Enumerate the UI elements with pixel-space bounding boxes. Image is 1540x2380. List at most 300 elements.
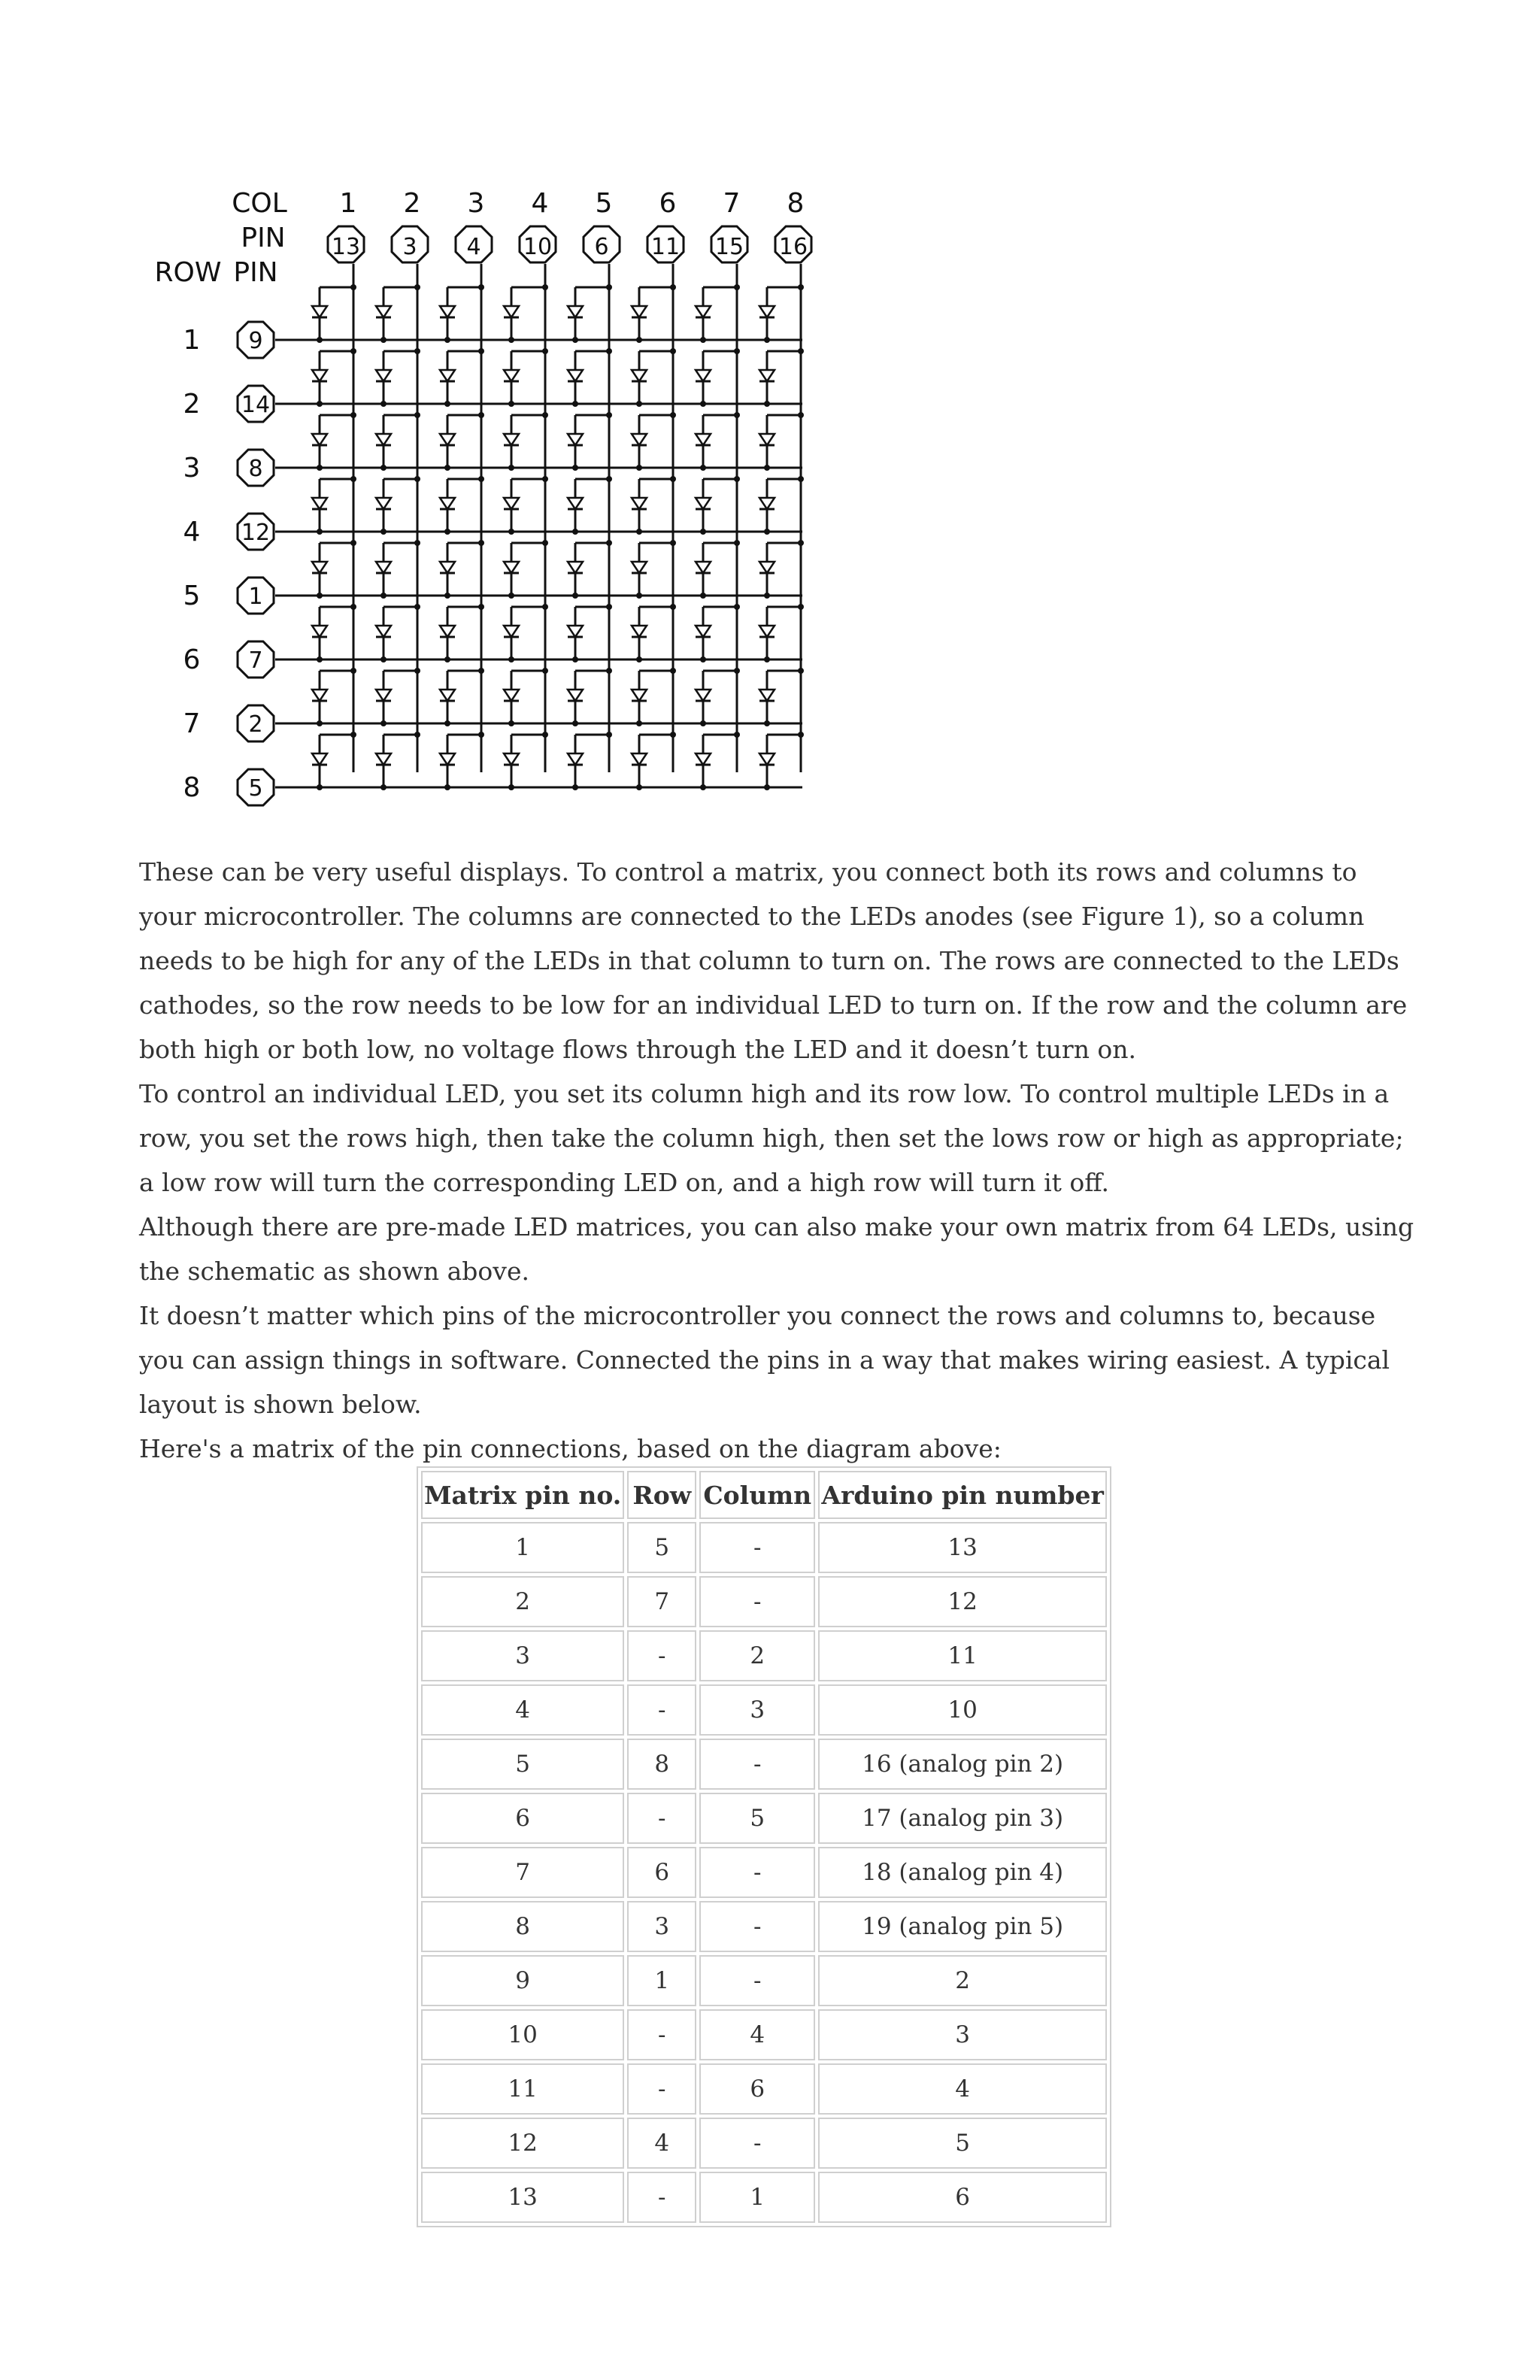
cell-column: 1 (699, 2172, 815, 2223)
cell-column: 3 (699, 1684, 815, 1736)
junction-dot (606, 668, 612, 674)
junction-dot (606, 284, 612, 290)
cell-row: 3 (627, 1901, 696, 1952)
junction-dot (606, 412, 612, 418)
col-pin-label: 3 (402, 234, 417, 260)
junction-dot (670, 348, 676, 354)
junction-dot (542, 732, 548, 738)
junction-dot (508, 656, 514, 662)
junction-dot (734, 476, 740, 482)
diode-triangle (376, 434, 391, 445)
junction-dot (734, 348, 740, 354)
diode-triangle (696, 306, 711, 317)
junction-dot (380, 656, 387, 662)
junction-dot (350, 540, 356, 546)
cell-row: 4 (627, 2118, 696, 2169)
row-number-label: 5 (183, 581, 201, 611)
diode-triangle (376, 690, 391, 701)
junction-dot (798, 412, 804, 418)
diode-triangle (759, 498, 775, 509)
cell-column: - (699, 1847, 815, 1898)
diode-triangle (568, 690, 583, 701)
junction-dot (317, 465, 323, 471)
cell-arduino-pin: 12 (818, 1576, 1107, 1627)
row-pin-label: 7 (248, 647, 263, 674)
col-pin-label: 4 (466, 234, 481, 260)
diode-triangle (312, 434, 327, 445)
diode-triangle (632, 498, 647, 509)
header-arduino-pin: Arduino pin number (818, 1471, 1107, 1519)
junction-dot (606, 348, 612, 354)
junction-dot (636, 720, 642, 726)
junction-dot (606, 540, 612, 546)
paragraph: Although there are pre-made LED matrices, you can also make your own matrix from 64 LEDs, using the schematic as shown above. (139, 1212, 1414, 1286)
table-row (421, 2118, 1107, 2169)
row-pin-label: 9 (248, 328, 263, 354)
diode-triangle (376, 562, 391, 573)
junction-dot (414, 604, 420, 610)
diode-triangle (632, 753, 647, 765)
junction-dot (414, 476, 420, 482)
cell-arduino-pin: 5 (818, 2118, 1107, 2169)
table-row (421, 1901, 1107, 1952)
cell-matrix-pin: 9 (421, 1955, 624, 2006)
cell-row: - (627, 2063, 696, 2115)
junction-dot (572, 593, 578, 599)
diode-triangle (440, 370, 455, 381)
diode-triangle (759, 434, 775, 445)
cell-arduino-pin: 18 (analog pin 4) (818, 1847, 1107, 1898)
cell-row: - (627, 1630, 696, 1681)
header-column: Column (699, 1471, 815, 1519)
junction-dot (572, 656, 578, 662)
cell-matrix-pin: 6 (421, 1793, 624, 1844)
junction-dot (572, 529, 578, 535)
col-number-label: 3 (467, 188, 485, 219)
junction-dot (764, 529, 770, 535)
cell-arduino-pin: 17 (analog pin 3) (818, 1793, 1107, 1844)
row-number-label: 8 (183, 772, 201, 803)
col-number-label: 5 (595, 188, 613, 219)
junction-dot (478, 284, 484, 290)
diode-triangle (504, 753, 519, 765)
junction-dot (350, 668, 356, 674)
diode-triangle (759, 370, 775, 381)
diode-triangle (568, 370, 583, 381)
junction-dot (700, 784, 706, 790)
junction-dot (700, 337, 706, 343)
diode-triangle (440, 498, 455, 509)
cell-column: 2 (699, 1630, 815, 1681)
cell-matrix-pin: 1 (421, 1522, 624, 1573)
cell-row: - (627, 1684, 696, 1736)
row-number-label: 4 (183, 517, 201, 547)
diode-triangle (440, 626, 455, 637)
junction-dot (734, 668, 740, 674)
table-row (421, 1576, 1107, 1627)
row-number-label: 2 (183, 389, 201, 420)
row-pin-label: PIN (233, 257, 278, 288)
junction-dot (764, 465, 770, 471)
junction-dot (542, 348, 548, 354)
junction-dot (508, 593, 514, 599)
junction-dot (478, 540, 484, 546)
junction-dot (350, 412, 356, 418)
junction-dot (317, 784, 323, 790)
cell-arduino-pin: 6 (818, 2172, 1107, 2223)
cell-column: 5 (699, 1793, 815, 1844)
junction-dot (350, 284, 356, 290)
cell-column: - (699, 1576, 815, 1627)
diode-triangle (696, 753, 711, 765)
diode-triangle (312, 306, 327, 317)
cell-arduino-pin: 10 (818, 1684, 1107, 1736)
row-number-label: 6 (183, 644, 201, 675)
junction-dot (380, 337, 387, 343)
table-row (421, 1793, 1107, 1844)
junction-dot (636, 784, 642, 790)
table-row (421, 2063, 1107, 2115)
cell-arduino-pin: 3 (818, 2009, 1107, 2060)
junction-dot (670, 732, 676, 738)
cell-arduino-pin: 13 (818, 1522, 1107, 1573)
header-matrix-pin: Matrix pin no. (421, 1471, 624, 1519)
table-row (421, 1630, 1107, 1681)
junction-dot (317, 401, 323, 407)
junction-dot (670, 412, 676, 418)
junction-dot (478, 604, 484, 610)
junction-dot (317, 656, 323, 662)
row-pin-label: 1 (248, 584, 263, 610)
cell-matrix-pin: 11 (421, 2063, 624, 2115)
diode-triangle (759, 690, 775, 701)
junction-dot (414, 348, 420, 354)
cell-arduino-pin: 11 (818, 1630, 1107, 1681)
cell-column: - (699, 1955, 815, 2006)
cell-matrix-pin: 5 (421, 1739, 624, 1790)
junction-dot (414, 732, 420, 738)
junction-dot (606, 732, 612, 738)
junction-dot (798, 540, 804, 546)
junction-dot (478, 412, 484, 418)
diode-triangle (312, 370, 327, 381)
table-row (421, 1522, 1107, 1573)
junction-dot (380, 593, 387, 599)
diode-triangle (440, 753, 455, 765)
diode-triangle (504, 498, 519, 509)
led-matrix-schematic (150, 180, 842, 827)
diode-triangle (312, 626, 327, 637)
junction-dot (508, 529, 514, 535)
table-row (421, 1684, 1107, 1736)
junction-dot (317, 529, 323, 535)
diode-triangle (440, 434, 455, 445)
junction-dot (478, 476, 484, 482)
col-number-label: 7 (723, 188, 741, 219)
cell-arduino-pin: 2 (818, 1955, 1107, 2006)
junction-dot (764, 656, 770, 662)
row-pin-label: 12 (241, 520, 271, 546)
diode-triangle (568, 498, 583, 509)
junction-dot (670, 540, 676, 546)
junction-dot (606, 604, 612, 610)
row-number-label: 1 (183, 325, 201, 356)
row-pin-label: 8 (248, 456, 263, 482)
col-number-label: 4 (531, 188, 549, 219)
cell-matrix-pin: 3 (421, 1630, 624, 1681)
junction-dot (478, 348, 484, 354)
junction-dot (764, 337, 770, 343)
diode-triangle (312, 690, 327, 701)
diode-triangle (376, 626, 391, 637)
table-row (421, 1955, 1107, 2006)
junction-dot (542, 476, 548, 482)
junction-dot (350, 604, 356, 610)
col-pin-label: 10 (523, 234, 553, 260)
paragraph: To control an individual LED, you set its column high and its row low. To control multiple LEDs in a row, you set the rows high, then take the column high, then set the lows row or high as appropriate; a low row will turn the corresponding LED on, and a high row will turn it off. (139, 1079, 1404, 1197)
junction-dot (508, 465, 514, 471)
body-text (139, 850, 1417, 1471)
junction-dot (798, 604, 804, 610)
junction-dot (542, 604, 548, 610)
cell-row: - (627, 2009, 696, 2060)
junction-dot (508, 784, 514, 790)
table-row (421, 2172, 1107, 2223)
table-header-row (421, 1471, 1107, 1519)
row-label: ROW (154, 257, 222, 288)
junction-dot (764, 593, 770, 599)
junction-dot (700, 529, 706, 535)
junction-dot (508, 401, 514, 407)
junction-dot (798, 668, 804, 674)
cell-column: - (699, 2118, 815, 2169)
junction-dot (572, 465, 578, 471)
junction-dot (636, 401, 642, 407)
diode-triangle (759, 753, 775, 765)
junction-dot (606, 476, 612, 482)
junction-dot (444, 401, 450, 407)
junction-dot (734, 732, 740, 738)
paragraph: Here's a matrix of the pin connections, based on the diagram above: (139, 1434, 1002, 1463)
diode-triangle (696, 434, 711, 445)
cell-column: 4 (699, 2009, 815, 2060)
cell-matrix-pin: 4 (421, 1684, 624, 1736)
junction-dot (700, 720, 706, 726)
diode-triangle (504, 434, 519, 445)
junction-dot (734, 284, 740, 290)
junction-dot (700, 465, 706, 471)
junction-dot (414, 540, 420, 546)
diode-triangle (568, 306, 583, 317)
diode-triangle (568, 562, 583, 573)
junction-dot (317, 337, 323, 343)
junction-dot (380, 784, 387, 790)
junction-dot (764, 401, 770, 407)
diode-triangle (504, 562, 519, 573)
junction-dot (670, 668, 676, 674)
cell-column: 6 (699, 2063, 815, 2115)
cell-row: - (627, 2172, 696, 2223)
col-number-label: 8 (787, 188, 805, 219)
diode-triangle (568, 753, 583, 765)
diode-triangle (376, 370, 391, 381)
diode-triangle (376, 753, 391, 765)
diode-triangle (312, 753, 327, 765)
junction-dot (700, 593, 706, 599)
junction-dot (542, 412, 548, 418)
junction-dot (636, 593, 642, 599)
cell-row: 6 (627, 1847, 696, 1898)
table-row (421, 2009, 1107, 2060)
diode-triangle (504, 626, 519, 637)
junction-dot (380, 465, 387, 471)
junction-dot (734, 540, 740, 546)
paragraph: These can be very useful displays. To control a matrix, you connect both its rows and columns to your microcontroller. The columns are connected to the LEDs anodes (see Figure 1), so a column needs to be high for any of the LEDs in that column to turn on. The rows are connected to the LEDs cathodes, so the row needs to be low for an individual LED to turn on. If the row and the column are both high or both low, no voltage flows through the LED and it doesn’t turn on. (139, 857, 1408, 1064)
col-label: COL (232, 188, 287, 219)
junction-dot (414, 412, 420, 418)
cell-arduino-pin: 4 (818, 2063, 1107, 2115)
junction-dot (508, 337, 514, 343)
col-number-label: 1 (339, 188, 357, 219)
cell-row: 8 (627, 1739, 696, 1790)
col-pin-label: 6 (594, 234, 609, 260)
diode-triangle (440, 306, 455, 317)
row-pin-label: 5 (248, 775, 263, 802)
junction-dot (798, 732, 804, 738)
junction-dot (380, 720, 387, 726)
diode-triangle (696, 562, 711, 573)
cell-matrix-pin: 10 (421, 2009, 624, 2060)
cell-matrix-pin: 8 (421, 1901, 624, 1952)
junction-dot (444, 337, 450, 343)
diode-triangle (632, 626, 647, 637)
diode-triangle (440, 690, 455, 701)
col-pin-label: 13 (331, 234, 361, 260)
diode-triangle (632, 306, 647, 317)
diode-triangle (696, 370, 711, 381)
junction-dot (317, 593, 323, 599)
cell-row: 5 (627, 1522, 696, 1573)
junction-dot (542, 284, 548, 290)
cell-row: - (627, 1793, 696, 1844)
diode-triangle (632, 434, 647, 445)
table-row (421, 1739, 1107, 1790)
cell-matrix-pin: 2 (421, 1576, 624, 1627)
paragraph: It doesn’t matter which pins of the microcontroller you connect the rows and columns to, because you can assign things in software. Connected the pins in a way that makes wiring easiest. A typical layout is shown below. (139, 1301, 1390, 1419)
col-number-label: 2 (403, 188, 421, 219)
col-pin-label: 11 (650, 234, 681, 260)
junction-dot (414, 668, 420, 674)
diode-triangle (759, 306, 775, 317)
junction-dot (636, 337, 642, 343)
diode-triangle (312, 498, 327, 509)
diode-triangle (759, 562, 775, 573)
junction-dot (670, 476, 676, 482)
junction-dot (572, 720, 578, 726)
junction-dot (444, 784, 450, 790)
junction-dot (670, 284, 676, 290)
cell-row: 7 (627, 1576, 696, 1627)
junction-dot (636, 465, 642, 471)
junction-dot (380, 529, 387, 535)
junction-dot (670, 604, 676, 610)
col-pin-label: 15 (714, 234, 744, 260)
junction-dot (798, 476, 804, 482)
junction-dot (636, 656, 642, 662)
diode-triangle (696, 690, 711, 701)
junction-dot (444, 465, 450, 471)
row-pin-label: 2 (248, 711, 263, 738)
junction-dot (317, 720, 323, 726)
junction-dot (572, 401, 578, 407)
junction-dot (764, 784, 770, 790)
col-pin-label: 16 (778, 234, 808, 260)
diode-triangle (376, 498, 391, 509)
cell-row: 1 (627, 1955, 696, 2006)
header-row: Row (627, 1471, 696, 1519)
junction-dot (350, 476, 356, 482)
diode-triangle (696, 626, 711, 637)
cell-column: - (699, 1739, 815, 1790)
junction-dot (572, 337, 578, 343)
junction-dot (542, 668, 548, 674)
diode-triangle (504, 370, 519, 381)
junction-dot (444, 593, 450, 599)
diode-triangle (696, 498, 711, 509)
cell-column: - (699, 1522, 815, 1573)
table-row (421, 1847, 1107, 1898)
junction-dot (350, 732, 356, 738)
cell-matrix-pin: 12 (421, 2118, 624, 2169)
junction-dot (478, 668, 484, 674)
diode-triangle (632, 562, 647, 573)
junction-dot (478, 732, 484, 738)
diode-triangle (632, 690, 647, 701)
junction-dot (700, 656, 706, 662)
diode-triangle (504, 306, 519, 317)
row-number-label: 7 (183, 708, 201, 739)
junction-dot (700, 401, 706, 407)
junction-dot (444, 656, 450, 662)
junction-dot (572, 784, 578, 790)
diode-triangle (568, 626, 583, 637)
junction-dot (508, 720, 514, 726)
row-number-label: 3 (183, 453, 201, 484)
junction-dot (798, 348, 804, 354)
col-pin-label: PIN (241, 223, 286, 253)
junction-dot (764, 720, 770, 726)
cell-arduino-pin: 16 (analog pin 2) (818, 1739, 1107, 1790)
col-number-label: 6 (659, 188, 677, 219)
junction-dot (350, 348, 356, 354)
junction-dot (734, 604, 740, 610)
diode-triangle (759, 626, 775, 637)
junction-dot (380, 401, 387, 407)
cell-matrix-pin: 7 (421, 1847, 624, 1898)
cell-column: - (699, 1901, 815, 1952)
pin-connections-table (417, 1466, 1111, 2227)
diode-triangle (568, 434, 583, 445)
diode-triangle (504, 690, 519, 701)
cell-matrix-pin: 13 (421, 2172, 624, 2223)
junction-dot (798, 284, 804, 290)
junction-dot (542, 540, 548, 546)
diode-triangle (440, 562, 455, 573)
diode-triangle (632, 370, 647, 381)
junction-dot (444, 529, 450, 535)
junction-dot (444, 720, 450, 726)
diode-triangle (376, 306, 391, 317)
